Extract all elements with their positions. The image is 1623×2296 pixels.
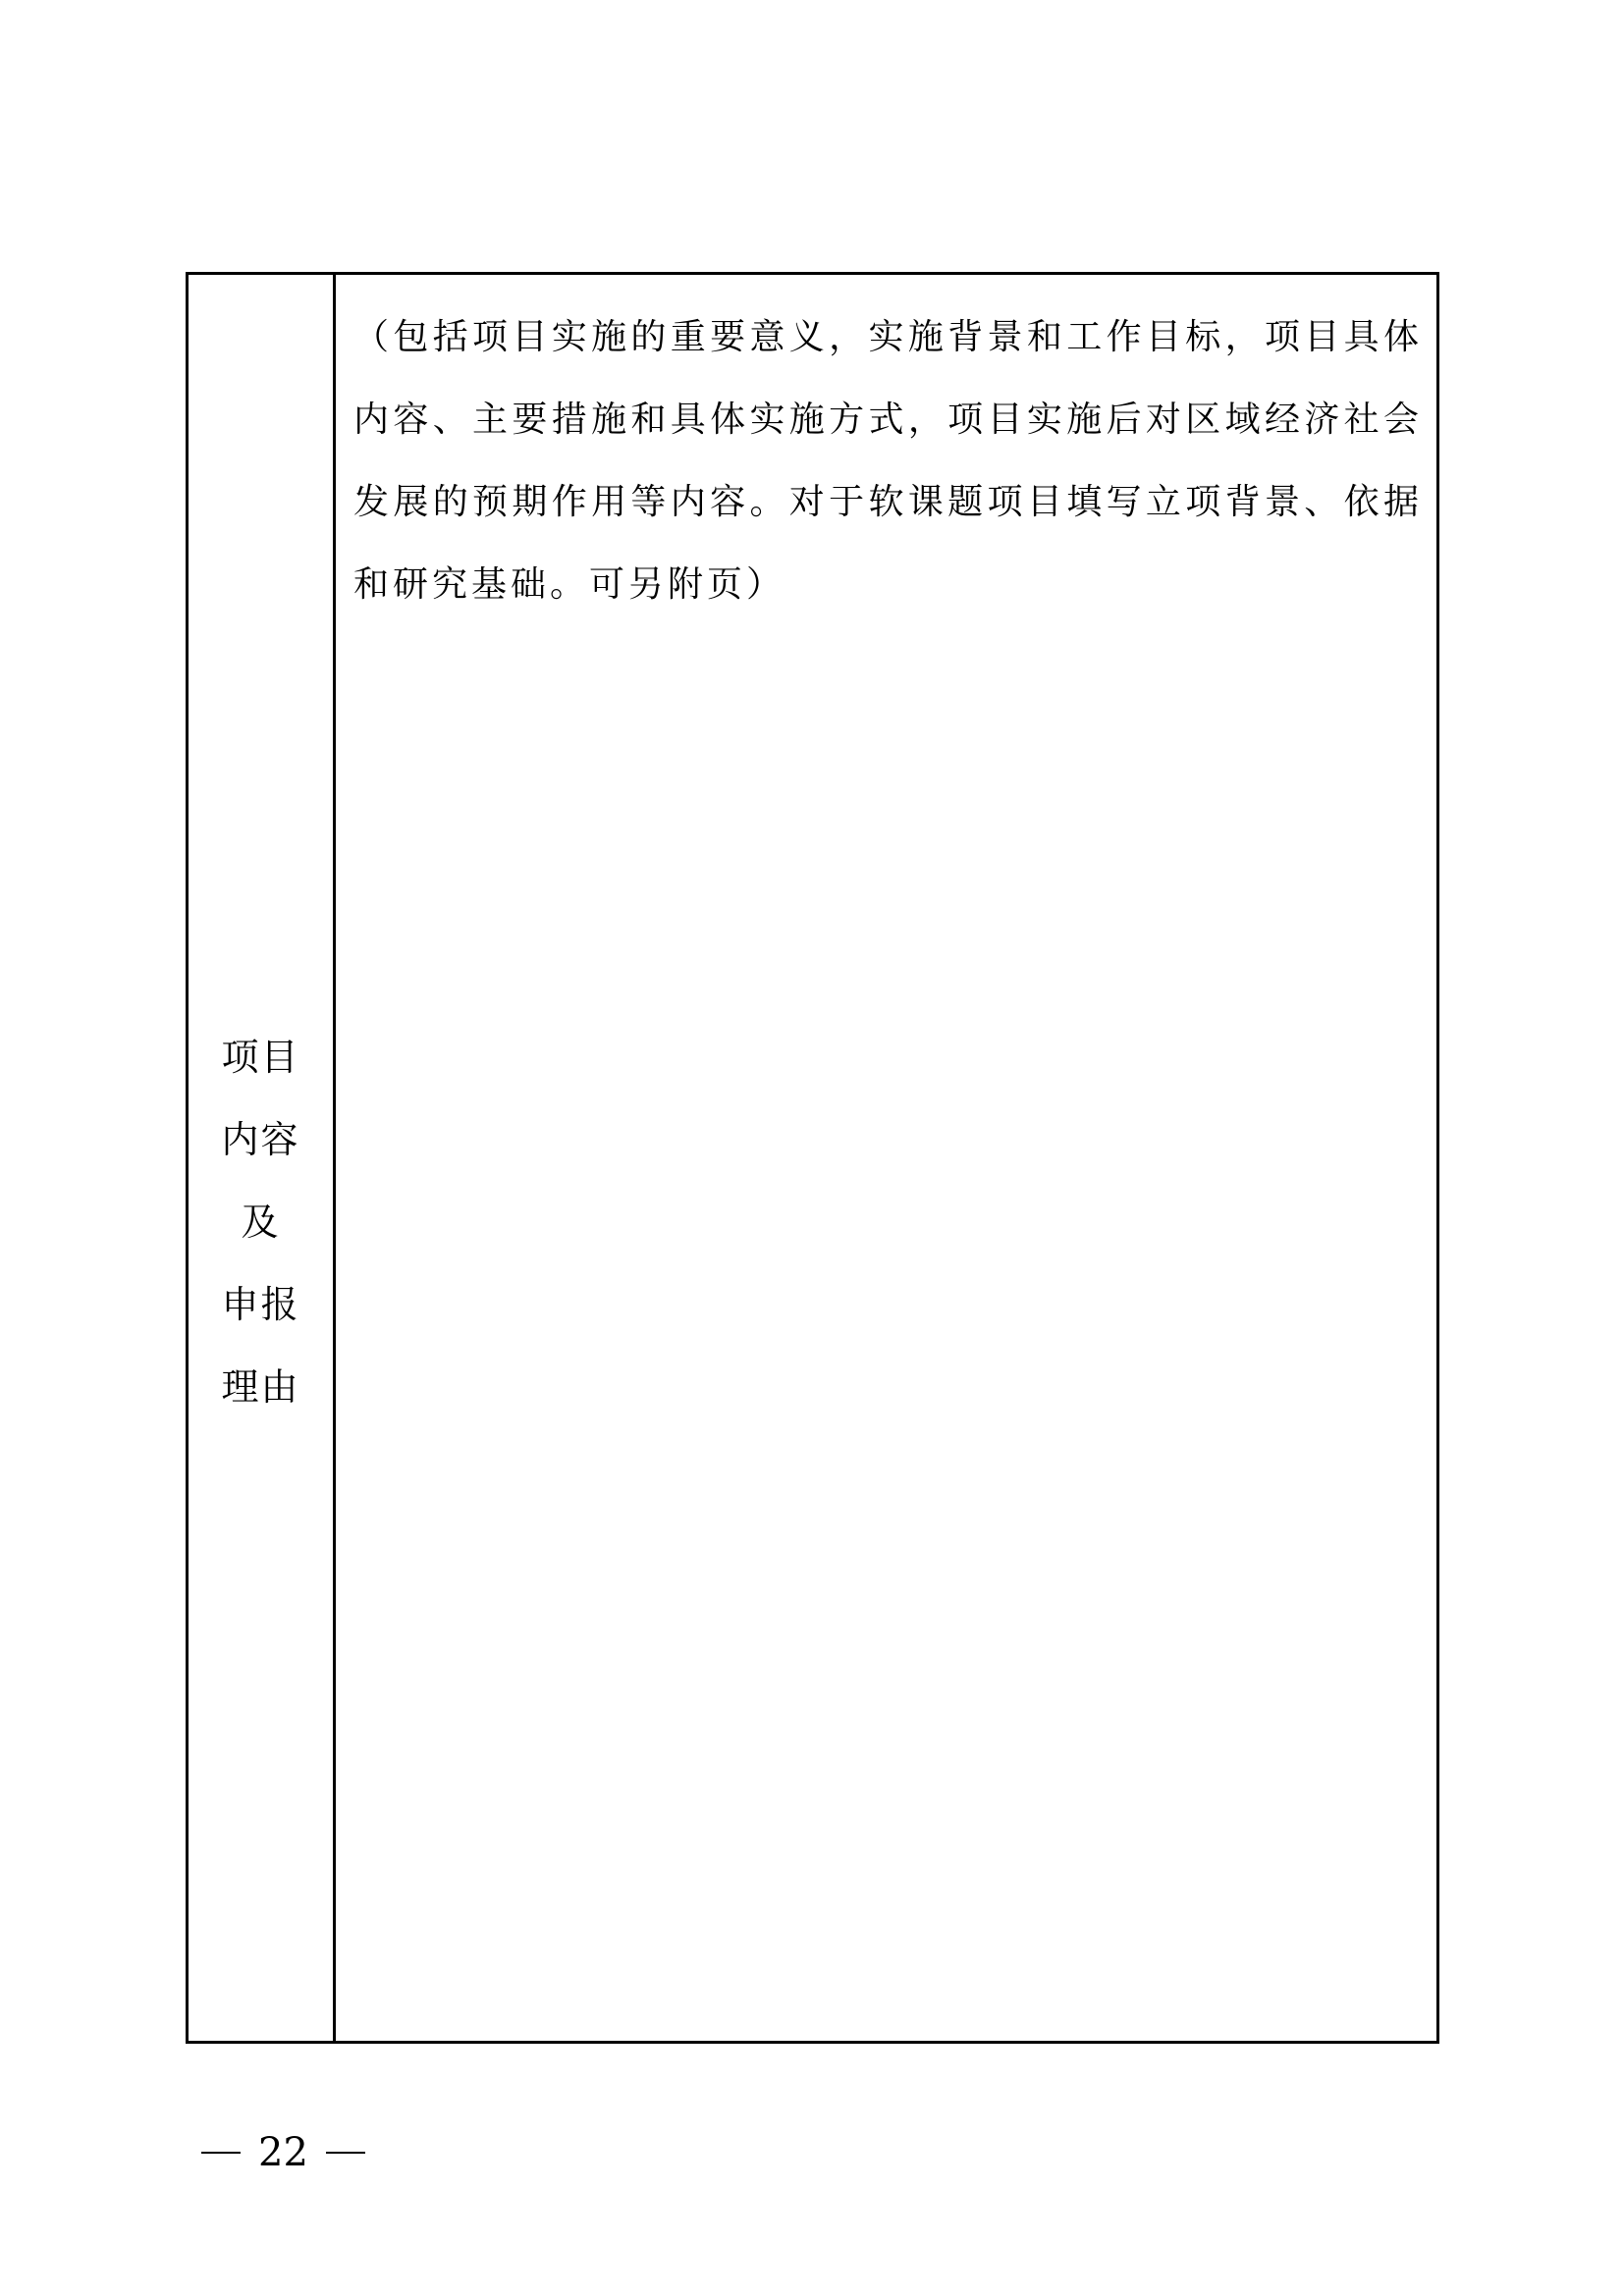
row-label-line: 申报 xyxy=(221,1282,300,1326)
page-number: 22 xyxy=(258,2130,308,2175)
project-content-table xyxy=(186,272,1439,2044)
fill-instructions: （包括项目实施的重要意义，实施背景和工作目标，项目具体内容、主要措施和具体实施方式，项目实施后对区域经济社会发展的预期作用等内容。对于软课题项目填写立项背景、依据和研究基础。可另附页） xyxy=(353,317,1423,605)
row-label-line: 理由 xyxy=(221,1364,300,1409)
page-footer xyxy=(201,2123,365,2182)
row-label-line: 及 xyxy=(241,1200,281,1244)
row-label-line: 内容 xyxy=(221,1117,300,1161)
row-label-cell xyxy=(189,275,336,2041)
content-input-area[interactable] xyxy=(336,275,1436,2041)
footer-dash-left xyxy=(201,2152,241,2154)
row-label-line: 项目 xyxy=(221,1035,300,1079)
footer-dash-right xyxy=(326,2152,365,2154)
